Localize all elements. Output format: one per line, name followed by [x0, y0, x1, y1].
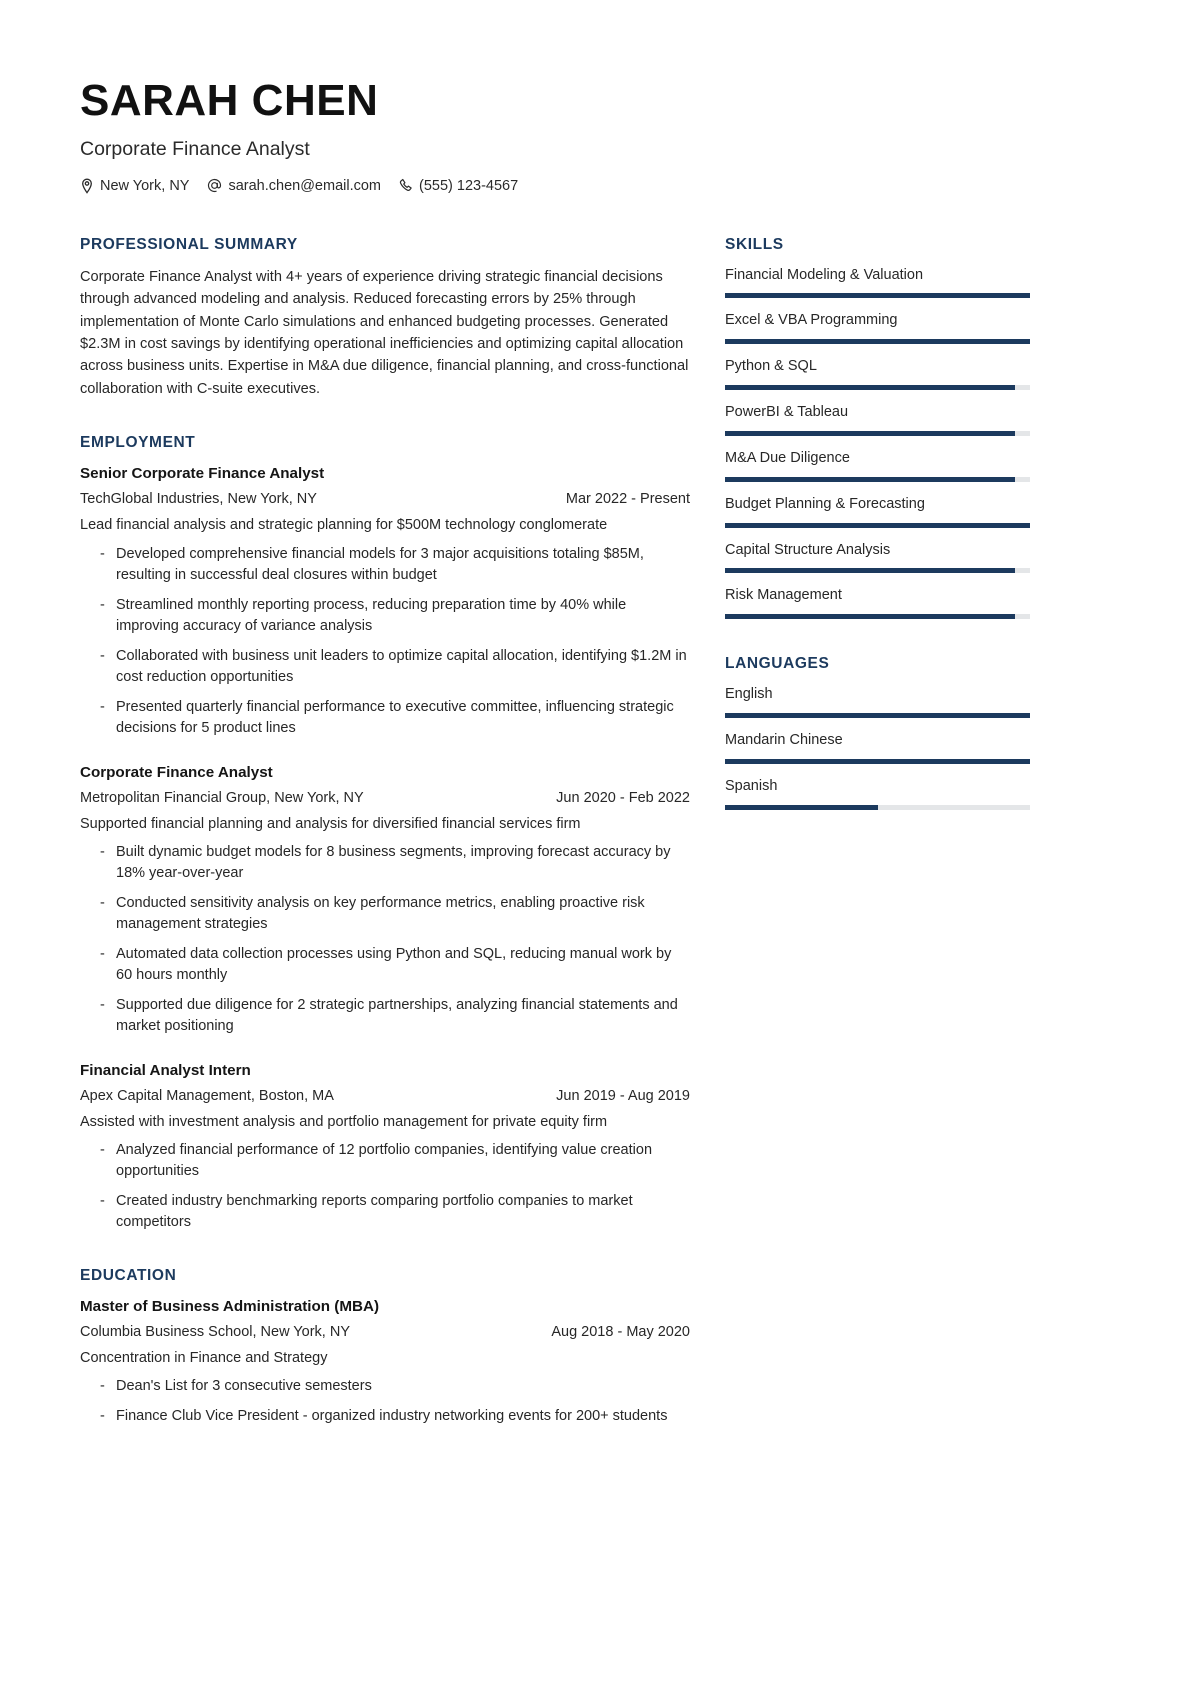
- location-pin-icon: [80, 178, 94, 194]
- entry-bullet: [80, 595, 690, 637]
- entry-title: Corporate Finance Analyst: [80, 763, 273, 781]
- language-item-label: Spanish: [725, 778, 778, 795]
- language-item-label: Mandarin Chinese: [725, 732, 843, 749]
- bullet-marker: -: [100, 996, 105, 1013]
- language-item-label: English: [725, 686, 773, 703]
- contact-phone-value: (555) 123-4567: [419, 177, 519, 194]
- section-languages: [725, 655, 1030, 810]
- bullet-marker: -: [100, 945, 105, 962]
- bullet-text: Finance Club Vice President - organized industry networking events for 200+ students: [116, 1408, 668, 1425]
- skill-item: [725, 495, 1030, 528]
- language-item-meter-fill: [725, 805, 878, 810]
- entry-bullet: [80, 1191, 690, 1233]
- section-skills: [725, 236, 1030, 620]
- section-education: [80, 1267, 690, 1427]
- skill-item-meter-fill: [725, 293, 1030, 298]
- bullet-text: Developed comprehensive financial models for 3 major acquisitions totaling $85M, resulting in successful deal closures within budget: [116, 545, 644, 583]
- contact-email-value: sarah.chen@email.com: [228, 177, 382, 194]
- entry-bullet: [80, 646, 690, 688]
- entry-bullet-list: [80, 544, 690, 739]
- entry-bullet-list: [80, 1376, 690, 1427]
- bullet-marker: -: [100, 1378, 105, 1395]
- bullet-text: Automated data collection processes using Python and SQL, reducing manual work by 60 hours monthly: [116, 945, 672, 983]
- bullet-marker: -: [100, 1193, 105, 1210]
- experience-entry: [80, 464, 690, 738]
- skill-item-meter-fill: [725, 339, 1030, 344]
- experience-entry: [80, 763, 690, 1037]
- skill-item-label: PowerBI & Tableau: [725, 404, 849, 421]
- skill-item: [725, 357, 1030, 390]
- skill-item-meter-fill: [725, 477, 1015, 482]
- skill-item: [725, 541, 1030, 574]
- language-item: [725, 777, 1030, 810]
- bullet-text: Streamlined monthly reporting process, reducing preparation time by 40% while improving accuracy of variance analysis: [116, 596, 627, 634]
- skill-item-meter-track: [725, 385, 1030, 390]
- bullet-marker: -: [100, 1408, 105, 1425]
- section-heading-education: EDUCATION: [80, 1267, 177, 1285]
- skill-item-meter-fill: [725, 385, 1015, 390]
- entry-description: Supported financial planning and analysis for diversified financial services firm: [80, 815, 581, 832]
- skill-item-meter-track: [725, 339, 1030, 344]
- contact-phone: [399, 178, 518, 194]
- skill-item-meter-track: [725, 431, 1030, 436]
- skill-item: [725, 266, 1030, 299]
- language-item: [725, 685, 1030, 718]
- phone-icon: [399, 178, 413, 193]
- skill-item: [725, 311, 1030, 344]
- employment-entries: [80, 464, 690, 1233]
- entry-organization: Metropolitan Financial Group, New York, NY: [80, 789, 364, 806]
- candidate-job-title: Corporate Finance Analyst: [80, 138, 310, 161]
- bullet-marker: -: [100, 545, 105, 562]
- languages-list: [725, 685, 1030, 810]
- entry-bullet: [80, 893, 690, 935]
- section-heading-languages: LANGUAGES: [725, 655, 830, 673]
- language-item-meter-track: [725, 713, 1030, 718]
- skill-item-meter-track: [725, 523, 1030, 528]
- entry-meta: [80, 789, 690, 808]
- bullet-marker: -: [100, 596, 105, 613]
- bullet-text: Collaborated with business unit leaders to optimize capital allocation, identifying $1.2M in cost reduction opportunities: [116, 647, 687, 685]
- bullet-text: Created industry benchmarking reports comparing portfolio companies to market competitors: [116, 1193, 633, 1231]
- entry-bullet: [80, 995, 690, 1037]
- entry-organization: TechGlobal Industries, New York, NY: [80, 491, 317, 508]
- language-item-meter-fill: [725, 759, 1030, 764]
- entry-dates: Jun 2019 - Aug 2019: [556, 1087, 690, 1104]
- bullet-text: Dean's List for 3 consecutive semesters: [116, 1378, 372, 1395]
- entry-meta: [80, 1087, 690, 1106]
- section-employment: [80, 434, 690, 1233]
- skill-item: [725, 586, 1030, 619]
- skill-item-label: Python & SQL: [725, 358, 817, 375]
- resume-header: [80, 78, 1120, 194]
- skill-item-label: Financial Modeling & Valuation: [725, 266, 924, 283]
- contact-row: [80, 178, 1120, 194]
- entry-title: Master of Business Administration (MBA): [80, 1298, 379, 1316]
- language-item-meter-track: [725, 805, 1030, 810]
- entry-dates: Aug 2018 - May 2020: [551, 1324, 690, 1341]
- main-column: [80, 236, 690, 1428]
- entry-bullet: [80, 697, 690, 739]
- skill-item-meter-track: [725, 293, 1030, 298]
- language-item: [725, 731, 1030, 764]
- skill-item-label: Budget Planning & Forecasting: [725, 495, 925, 512]
- bullet-text: Conducted sensitivity analysis on key performance metrics, enabling proactive risk management strategies: [116, 894, 645, 932]
- skill-item-meter-fill: [725, 614, 1015, 619]
- entry-description: Concentration in Finance and Strategy: [80, 1349, 328, 1366]
- entry-meta: [80, 1323, 690, 1342]
- entry-bullet: [80, 842, 690, 884]
- section-heading-summary: PROFESSIONAL SUMMARY: [80, 235, 298, 253]
- entry-organization: Columbia Business School, New York, NY: [80, 1324, 350, 1341]
- entry-dates: Mar 2022 - Present: [565, 491, 690, 508]
- contact-location-value: New York, NY: [100, 177, 190, 194]
- skill-item-label: M&A Due Diligence: [725, 449, 850, 466]
- bullet-marker: -: [100, 894, 105, 911]
- section-professional-summary: [80, 236, 690, 401]
- contact-email: [207, 178, 381, 194]
- skill-item: [725, 403, 1030, 436]
- skill-item-meter-fill: [725, 568, 1015, 573]
- skill-item: [725, 449, 1030, 482]
- entry-title: Senior Corporate Finance Analyst: [80, 465, 325, 483]
- bullet-marker: -: [100, 1142, 105, 1159]
- skill-item-label: Risk Management: [725, 587, 842, 604]
- experience-entry: [80, 1297, 690, 1427]
- skill-item-label: Excel & VBA Programming: [725, 312, 898, 329]
- entry-bullet: [80, 1140, 690, 1182]
- skill-item-meter-track: [725, 614, 1030, 619]
- education-entries: [80, 1297, 690, 1427]
- sidebar-column: [725, 236, 1030, 810]
- skill-item-meter-track: [725, 477, 1030, 482]
- entry-bullet: [80, 944, 690, 986]
- entry-bullet: [80, 544, 690, 586]
- entry-bullet-list: [80, 1140, 690, 1233]
- contact-location: [80, 178, 189, 194]
- candidate-name: SARAH CHEN: [80, 76, 379, 125]
- language-item-meter-track: [725, 759, 1030, 764]
- skill-item-meter-fill: [725, 431, 1015, 436]
- entry-meta: [80, 490, 690, 509]
- skills-list: [725, 266, 1030, 620]
- entry-bullet-list: [80, 842, 690, 1037]
- bullet-text: Supported due diligence for 2 strategic partnerships, analyzing financial statements and market positioning: [116, 996, 678, 1034]
- entry-bullet: [80, 1406, 690, 1427]
- entry-title: Financial Analyst Intern: [80, 1061, 251, 1079]
- skill-item-meter-fill: [725, 523, 1030, 528]
- resume-body: [80, 236, 1120, 1428]
- summary-text: Corporate Finance Analyst with 4+ years of experience driving strategic financial decisions through advanced modeling and analysis. Reduced forecasting errors by 25% through implementation of Monte Carlo simulations and enhanced budgeting processes. Generated $2.3M in cost savings by identifying operational inefficiencies and optimizing capital allocation across business units. Expertise in M&A due diligence, financial planning, and cross-functional collaboration with C-suite executives.: [80, 268, 689, 397]
- entry-bullet: [80, 1376, 690, 1397]
- section-heading-skills: SKILLS: [725, 235, 784, 253]
- email-at-icon: [207, 178, 222, 193]
- language-item-meter-fill: [725, 713, 1030, 718]
- bullet-marker: -: [100, 698, 105, 715]
- bullet-marker: -: [100, 843, 105, 860]
- entry-description: Assisted with investment analysis and portfolio management for private equity firm: [80, 1113, 608, 1130]
- bullet-text: Built dynamic budget models for 8 business segments, improving forecast accuracy by 18% year-over-year: [116, 843, 671, 881]
- skill-item-label: Capital Structure Analysis: [725, 541, 891, 558]
- entry-organization: Apex Capital Management, Boston, MA: [80, 1087, 334, 1104]
- section-heading-employment: EMPLOYMENT: [80, 434, 196, 452]
- bullet-text: Analyzed financial performance of 12 portfolio companies, identifying value creation opportunities: [116, 1142, 653, 1180]
- bullet-marker: -: [100, 647, 105, 664]
- entry-dates: Jun 2020 - Feb 2022: [556, 789, 690, 806]
- skill-item-meter-track: [725, 568, 1030, 573]
- bullet-text: Presented quarterly financial performance to executive committee, influencing strategic decisions for 5 product lines: [116, 698, 674, 736]
- experience-entry: [80, 1061, 690, 1233]
- entry-description: Lead financial analysis and strategic planning for $500M technology conglomerate: [80, 517, 608, 534]
